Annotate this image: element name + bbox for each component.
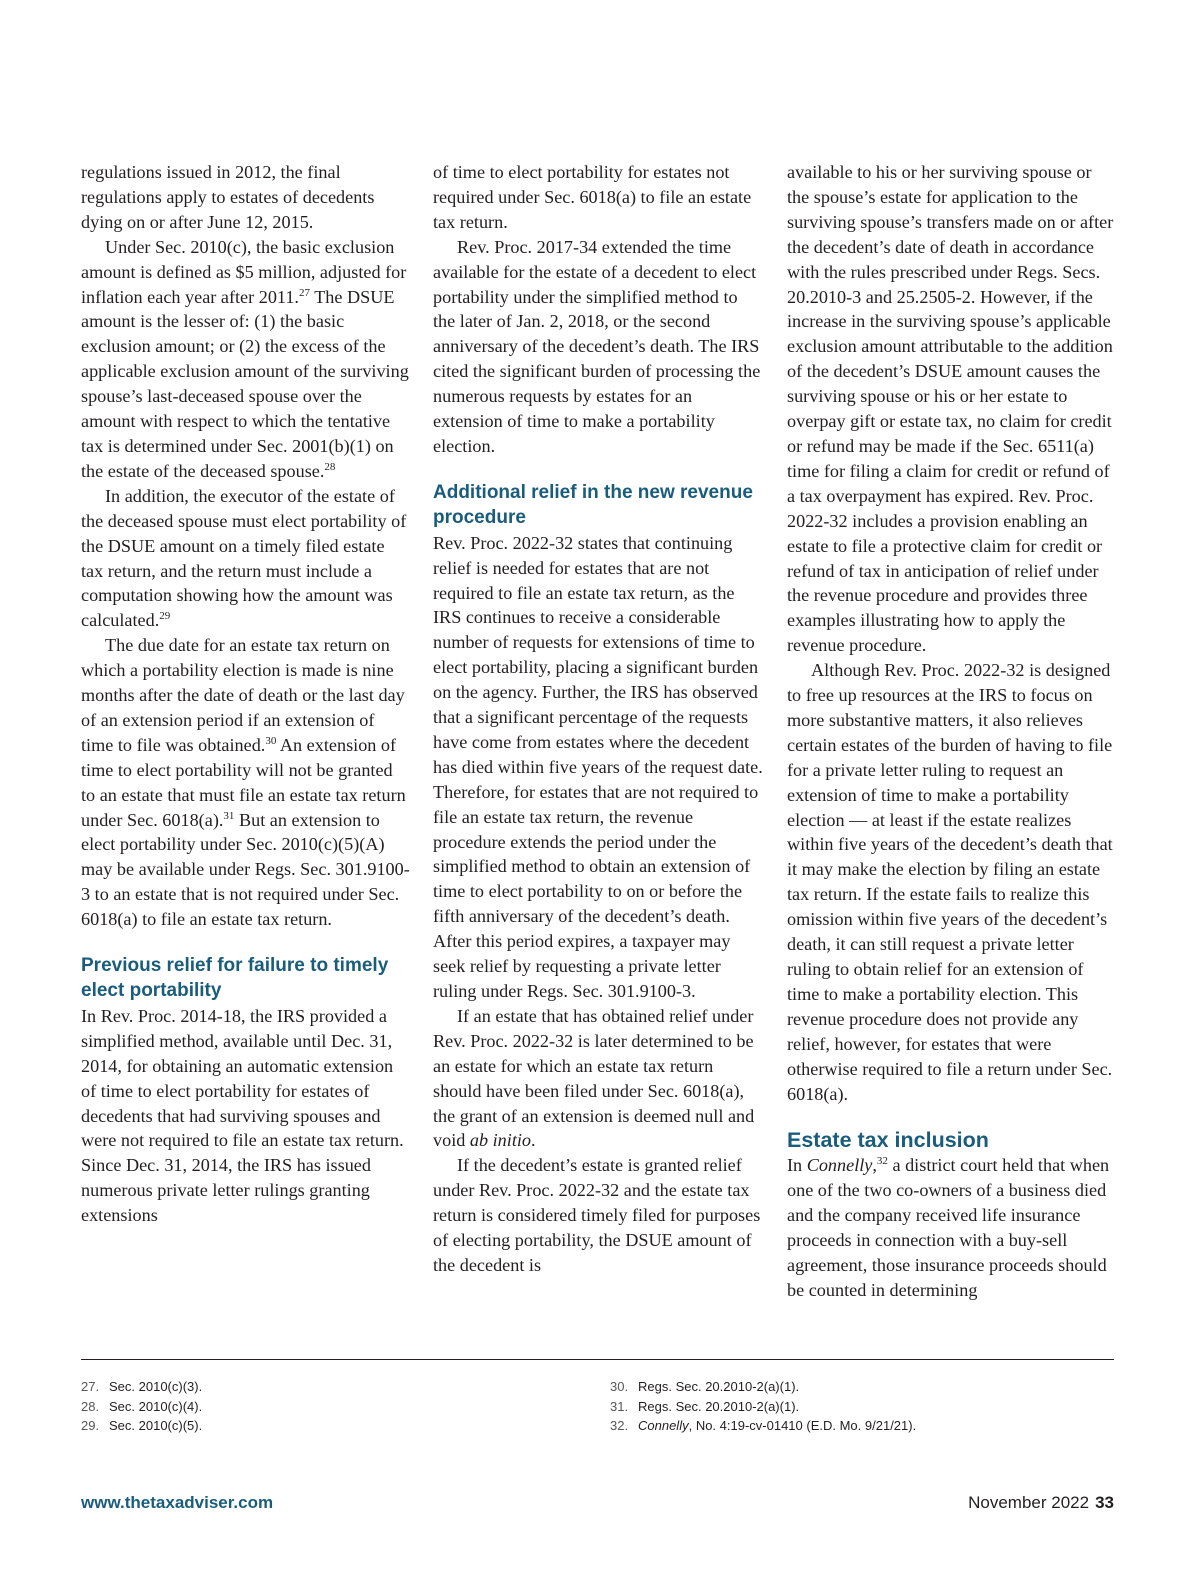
footnote: 28. Sec. 2010(c)(4). [81, 1398, 203, 1414]
paragraph: regulations issued in 2012, the final regulations apply to estates of decedents dying on or after June 12, 2015. [81, 162, 375, 232]
paragraph: In Connelly,$^{32}$ a district court held that when one of the two co-owners of a business died and the company received life insurance proceeds in connection with a buy-sell agreement, those insurance proceeds should be counted in determining [787, 1155, 1110, 1300]
column-3 [787, 160, 1117, 1303]
footnotes-right [610, 1377, 1110, 1436]
section-heading: Previous relief for failure to timely elect portability [81, 955, 389, 1001]
section-heading: Estate tax inclusion [787, 1128, 989, 1153]
footnote-ref[interactable]: 28 [324, 460, 336, 473]
paragraph: of time to elect portability for estates not required under Sec. 6018(a) to file an estate tax return. [433, 162, 752, 232]
footnote: 32. Connelly, No. 4:19-cv-01410 (E.D. Mo. 9/21/21). [610, 1418, 917, 1434]
footnote-divider [81, 1359, 1114, 1360]
footnote-ref[interactable]: 27 [298, 286, 310, 299]
footnote: 27. Sec. 2010(c)(3). [81, 1379, 203, 1394]
footnote-ref[interactable]: 29 [159, 610, 171, 623]
paragraph: The due date for an estate tax return on which a portability election is made is nine months after the date of death or the last day of an extension period if an extension of time to file was obtained.$^{30}$ An extension of time to elect portability will not be granted to an estate that must file an estate tax return under Sec. 6018(a).$^{31}$ But an extension to elect portability under Sec. 2010(c)(5)(A) may be available under Regs. Sec. 301.9100-3 to an estate that is not required under Sec. 6018(a) to file an estate tax return. [81, 635, 410, 930]
paragraph: In Rev. Proc. 2014-18, the IRS provided a simplified method, available until Dec. 31, 2014, for obtaining an automatic extension of time to elect portability for estates of decedents that had surviving spouses and were not required to file an estate tax return. Since Dec. 31, 2014, the IRS has issued numerous private letter rulings granting extensions [81, 1005, 404, 1226]
case-name: Connelly [806, 1155, 873, 1176]
website-link[interactable]: www.thetaxadviser.com [81, 1493, 274, 1512]
page-footer [968, 1493, 1114, 1513]
footnote-ref[interactable]: 32 [876, 1155, 888, 1168]
footnote-ref[interactable]: 30 [265, 734, 277, 747]
issue-date: November 2022 [968, 1493, 1090, 1512]
paragraph: Although Rev. Proc. 2022-32 is designed to free up resources at the IRS to focus on more substantive matters, it also relieves certain estates of the burden of having to file for a private letter ruling to request an extension of time to make a portability election — at least if the estate realizes within five years of the decedent’s death that it may make the election by filing an estate tax return. If the estate fails to realize this omission within five years of the decedent’s death, it can still request a private letter ruling to obtain relief for an extension of time to make a portability election. This revenue procedure does not provide any relief, however, for estates that were otherwise required to file a return under Sec. 6018(a). [787, 660, 1113, 1104]
footnote: 31. Regs. Sec. 20.2010-2(a)(1). [610, 1398, 800, 1414]
footnote: 29. Sec. 2010(c)(5). [81, 1418, 203, 1434]
footnote-ref[interactable]: 31 [223, 809, 235, 822]
paragraph: Rev. Proc. 2017-34 extended the time available for the estate of a decedent to elect portability under the simplified method to the later of Jan. 2, 2018, or the second anniversary of the decedent’s death. The IRS cited the significant burden of processing the numerous requests by estates for an extension of time to make a portability election. [433, 236, 761, 456]
page-number: 33 [1095, 1493, 1114, 1512]
paragraph: Rev. Proc. 2022-32 states that continuing relief is needed for estates that are not required to file an estate tax return, as the IRS continues to receive a considerable number of requests for extensions of time to elect portability, placing a significant burden on the agency. Further, the IRS has observed that a significant percentage of the requests have come from estates where the decedent has died within five years of the request date. Therefore, for estates that are not required to file an estate tax return, the revenue procedure extends the period under the simplified method to obtain an extension of time to elect portability to on or before the fifth anniversary of the decedent’s death. After this period expires, a taxpayer may seek relief by requesting a private letter ruling under Regs. Sec. 301.9100-3. [433, 532, 763, 1001]
footnote: 30. Regs. Sec. 20.2010-2(a)(1). [610, 1379, 800, 1394]
paragraph: Under Sec. 2010(c), the basic exclusion amount is defined as $5 million, adjusted for inflation each year after 2011.27 The DSUE amount is the lesser of: (1) the basic exclusion amount; or (2) the excess of the applicable exclusion amount of the surviving spouse’s last-deceased spouse over the amount with respect to which the tentative tax is determined under Sec. 2001(b)(1) on the estate of the deceased spouse.$^{28}$ [81, 236, 409, 481]
column-1 [81, 160, 411, 1228]
italic-term: ab initio [469, 1130, 532, 1151]
paragraph: If an estate that has obtained relief under Rev. Proc. 2022-32 is later determined to be an estate for which an estate tax return should have been filed under Sec. 6018(a), the grant of an extension is deemed null and void ab initio. [433, 1005, 755, 1151]
section-heading: Additional relief in the new revenue procedure [433, 481, 753, 528]
column-2 [433, 160, 763, 1278]
paragraph: If the decedent’s estate is granted relief under Rev. Proc. 2022-32 and the estate tax return is considered timely filed for purposes of electing portability, the DSUE amount of the decedent is [433, 1155, 761, 1275]
footnotes-left [81, 1377, 581, 1436]
paragraph: available to his or her surviving spouse or the spouse’s estate for application to the surviving spouse’s transfers made on or after the decedent’s date of death in accordance with the rules prescribed under Regs. Secs. 20.2010-3 and 25.2505-2. However, if the increase in the surviving spouse’s applicable exclusion amount attributable to the addition of the decedent’s DSUE amount causes the surviving spouse or his or her estate to overpay gift or estate tax, no claim for credit or refund may be made if the Sec. 6511(a) time for filing a claim for credit or refund of a tax overpayment has expired. Rev. Proc. 2022-32 includes a provision enabling an estate to file a protective claim for credit or refund of tax in anticipation of relief under the revenue procedure and provides three examples illustrating how to apply the revenue procedure. [787, 162, 1114, 656]
paragraph: In addition, the executor of the estate of the deceased spouse must elect portability of the DSUE amount on a timely filed estate tax return, and the return must include a computation showing how the amount was calculated.$^{29}$ [81, 485, 407, 631]
